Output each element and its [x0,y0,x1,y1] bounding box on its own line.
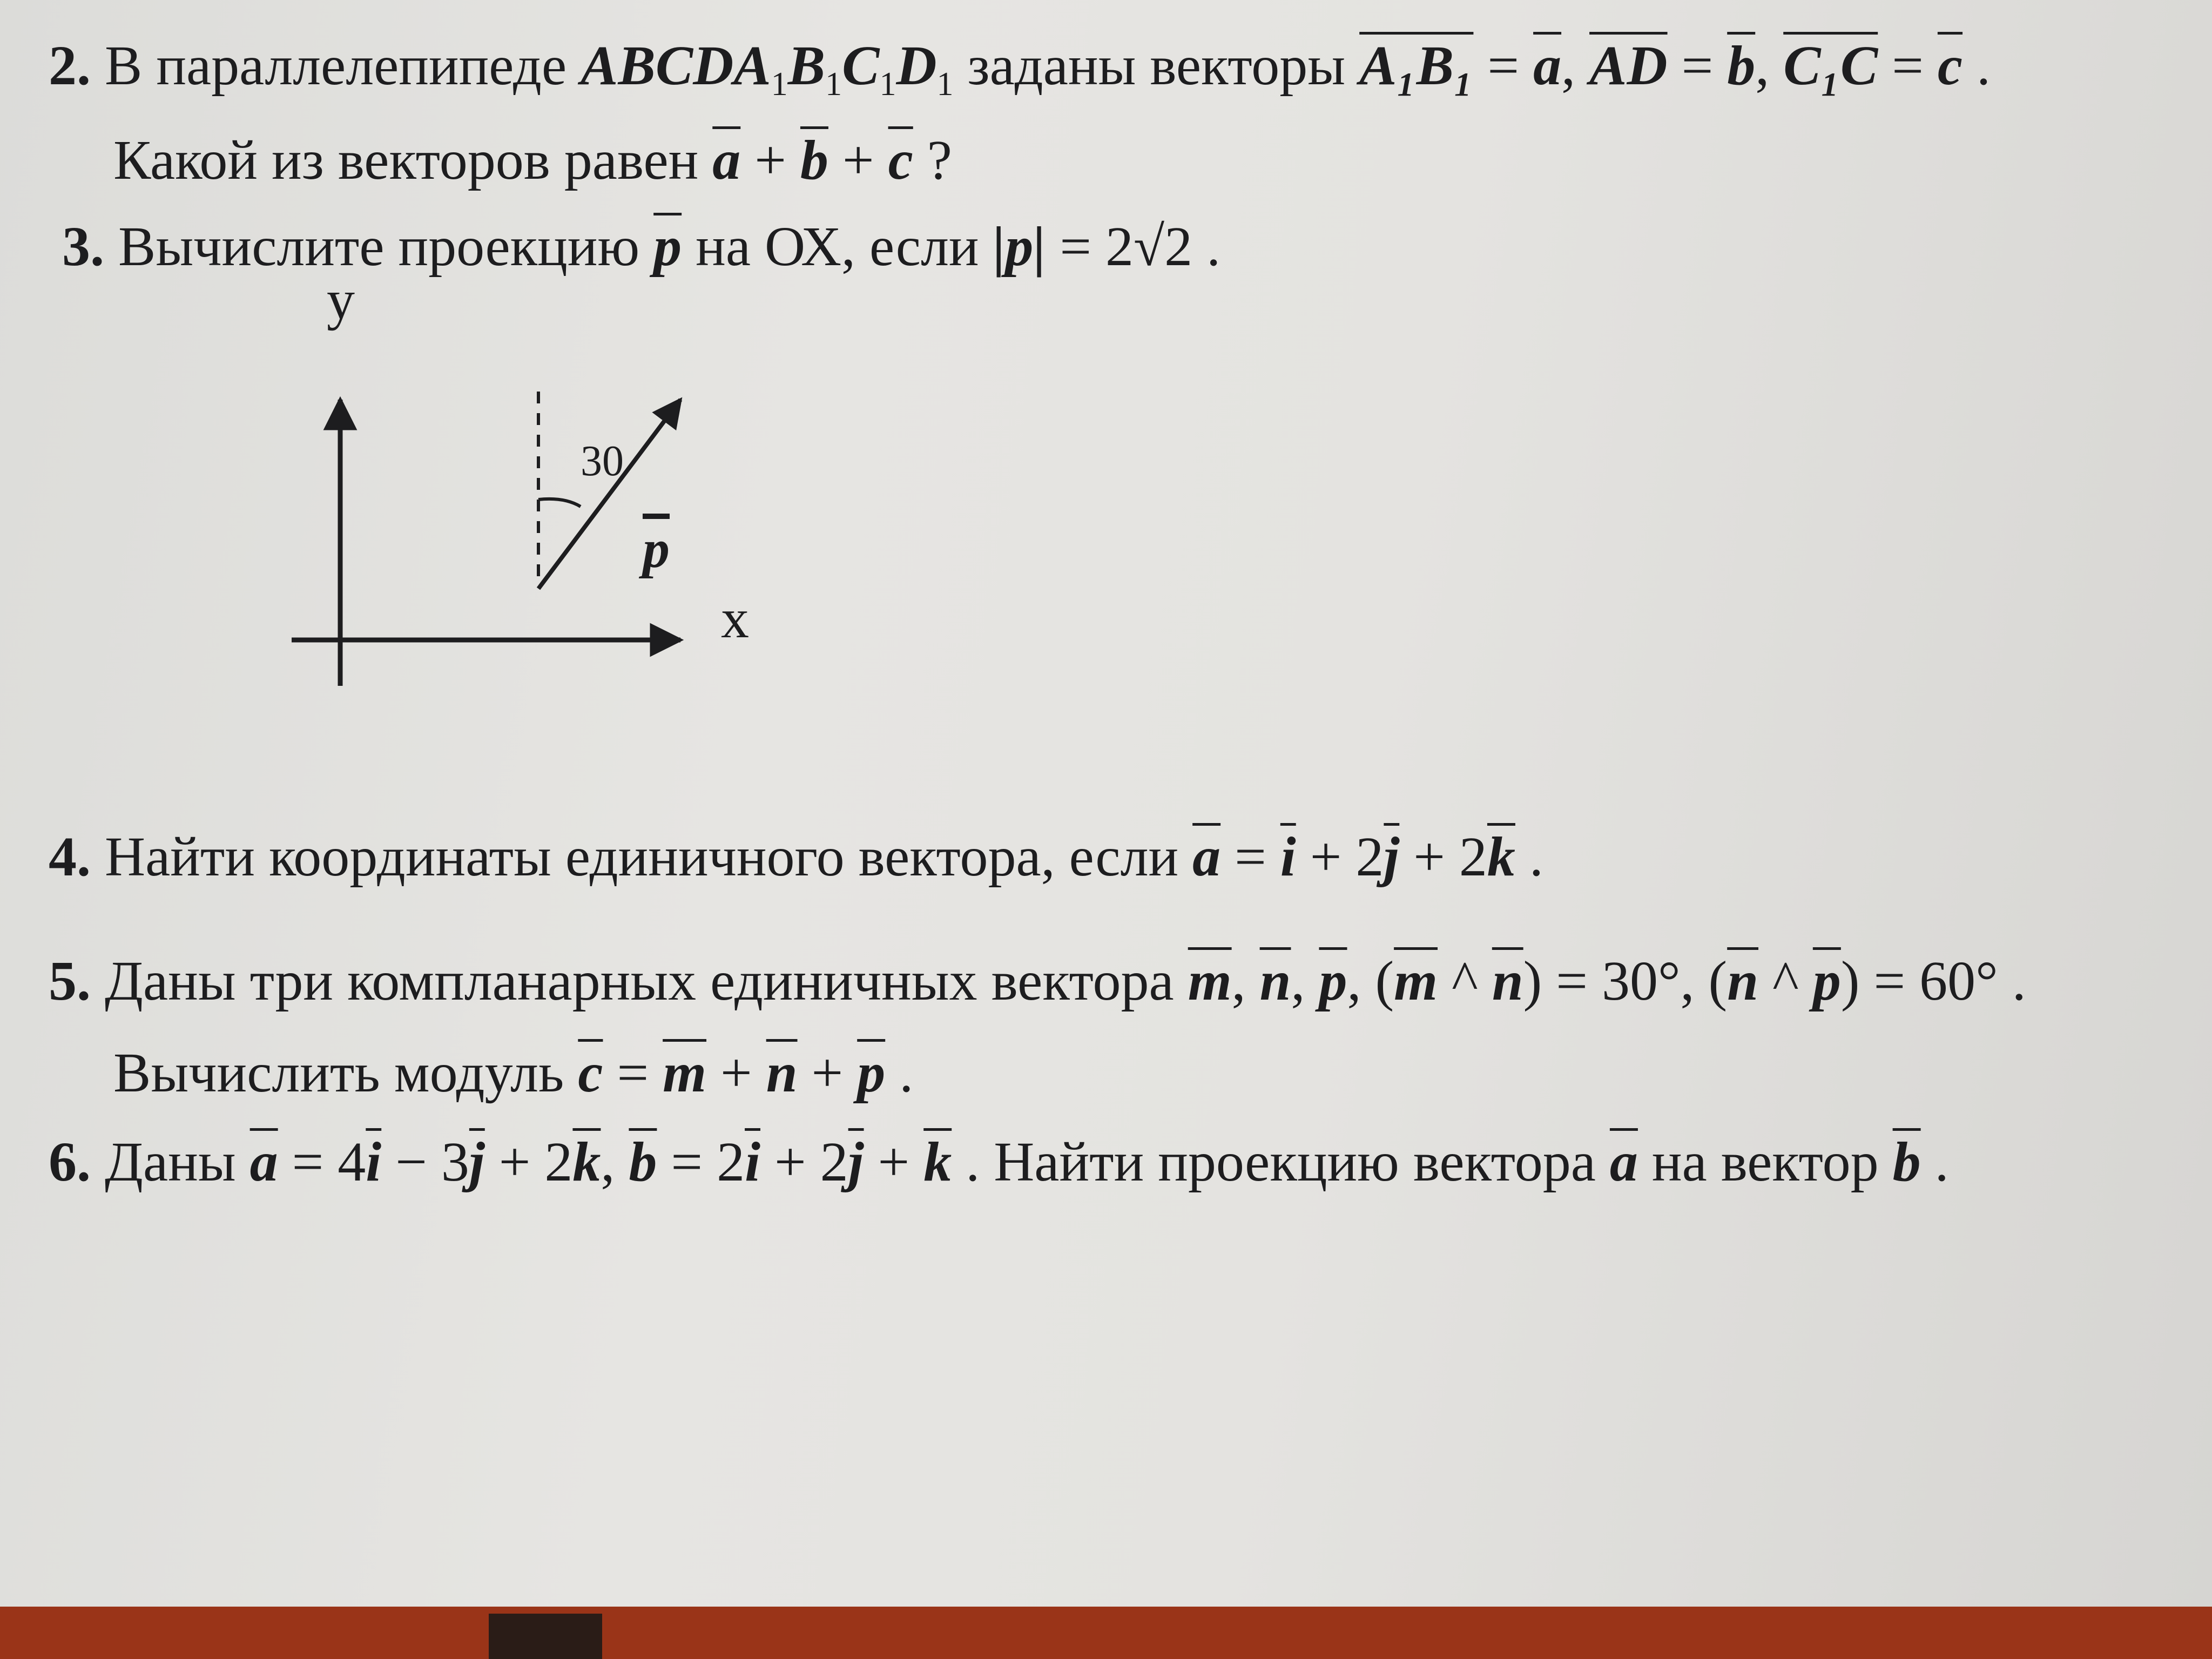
vector-c: $\overline{c}$ [1937,35,1963,97]
unit-k: $\overline{k}$ [1487,826,1515,888]
vector-c: $\overline{c}$ [578,1042,603,1104]
vector-b: $\overline{b}$ [1727,35,1756,97]
comma: , [1231,950,1260,1012]
vector-p: $\overline{p}$ [1812,950,1841,1012]
minus-coefficient: − 3 [381,1131,469,1193]
vector-diagram [270,270,783,705]
unit-j: $\overline{j}$ [1384,826,1400,888]
problem-6-text-2: . Найти проекцию вектора [952,1131,1610,1193]
vector-a: $\overline{a}$ [1192,826,1221,888]
problem-2-text-mid: заданы векторы [967,35,1360,97]
separator: , [1561,35,1590,97]
problem-5-line-1 [49,950,2026,1012]
problem-6-number: 6. [49,1131,91,1193]
period: . [1963,35,1991,97]
vector-a: $\overline{a}$ [249,1131,278,1193]
equals: = [1220,826,1280,888]
problem-4 [49,826,1543,888]
problem-6-text-3: на вектор [1637,1131,1893,1193]
subscript: 1 [936,66,954,103]
problem-6 [49,1131,1949,1193]
vector-a: $\overline{a}$ [1609,1131,1638,1193]
vector-p: $\overline{p}$ [653,215,682,278]
vector-a: $\overline{a}$ [1533,35,1562,97]
plus: + [797,1042,858,1104]
problem-3-number: 3. [62,215,104,278]
vector-b: $\overline{b}$ [800,129,828,191]
vector-label: p [643,519,670,579]
problem-3 [62,215,1221,278]
problem-5-line-2 [113,1042,914,1104]
problem-2-line-2 [113,129,952,191]
angle-symbol: ^ [1438,950,1492,1012]
problem-3-text-2: на ОХ, если [682,215,993,278]
angle-value: ) = 30°, ( [1523,950,1728,1012]
plus-coefficient: + 2 [1296,826,1384,888]
unit-j: $\overline{j}$ [469,1131,485,1193]
problem-3-text: Вычислите проекцию [104,215,654,278]
plus: + [828,129,888,191]
y-axis-label: у [327,270,355,331]
vector-n: $\overline{n}$ [1492,950,1523,1012]
vector-b: $\overline{b}$ [629,1131,657,1193]
unit-k: $\overline{k}$ [923,1131,952,1193]
dark-object [489,1614,602,1659]
abs-p: |p| [993,215,1046,278]
figure-name-d: D [896,35,937,97]
vector-b: $\overline{b}$ [1892,1131,1921,1193]
equals: = [603,1042,663,1104]
question-mark: ? [913,129,952,191]
angle-open: , ( [1347,950,1394,1012]
diagram-svg [270,270,783,702]
vector-m: $\overline{m}$ [663,1042,707,1104]
problem-2-text: В параллелепипеде [105,35,581,97]
vector-n: $\overline{n}$ [1727,950,1759,1012]
period: . [1515,826,1543,888]
problem-5-number: 5. [49,950,91,1012]
problem-2-number: 2. [49,35,91,97]
separator: , [1755,35,1784,97]
vector-p: $\overline{p}$ [857,1042,886,1104]
figure-name-c: C [842,35,880,97]
equals: = [1667,35,1728,97]
equals-coefficient: = 2 [657,1131,745,1193]
plus-coefficient: + 2 [484,1131,573,1193]
vector-m: $\overline{m}$ [1188,950,1232,1012]
angle-arc [538,499,581,507]
plus: + [864,1131,924,1193]
unit-j: $\overline{j}$ [848,1131,864,1193]
plus: + [740,129,800,191]
vector-m: $\overline{m}$ [1394,950,1438,1012]
problem-5-text: Даны три компланарных единичных вектора [91,950,1188,1012]
angle-value: ) = 60° . [1840,950,2026,1012]
unit-i: $\overline{i}$ [1280,826,1296,888]
vector-n: $\overline{n}$ [1259,950,1291,1012]
plus-coefficient: + 2 [1399,826,1487,888]
figure-name: ABCDA [581,35,771,97]
problem-6-text: Даны [91,1131,250,1193]
subscript: 1 [879,66,896,103]
problem-5-line-2-text: Вычислить модуль [113,1042,578,1104]
problem-2-line-1 [49,35,1991,103]
plus-coefficient: + 2 [760,1131,848,1193]
problem-4-number: 4. [49,826,91,888]
problem-4-text: Найти координаты единичного вектора, если [91,826,1193,888]
angle-symbol: ^ [1758,950,1813,1012]
comma: , [1291,950,1319,1012]
vector-c1c: C₁C [1783,35,1878,97]
unit-i: $\overline{i}$ [745,1131,760,1193]
period: . [1920,1131,1949,1193]
vector-ad: $\overline{AD}$ [1589,35,1668,97]
value: = 2√2 . [1046,215,1221,278]
unit-i: $\overline{i}$ [366,1131,382,1193]
vector-a: $\overline{a}$ [712,129,741,191]
subscript: 1 [771,66,788,103]
equals-coefficient: = 4 [278,1131,366,1193]
figure-name-b: B [787,35,826,97]
equals: = [1473,35,1534,97]
x-axis-label: x [721,588,749,650]
table-surface [0,1607,2212,1659]
vector-n: $\overline{n}$ [766,1042,798,1104]
subscript: 1 [825,66,842,103]
equals: = [1878,35,1938,97]
comma: , [601,1131,629,1193]
problem-2-question-text: Какой из векторов равен [113,129,713,191]
period: . [885,1042,914,1104]
vector-c: $\overline{c}$ [888,129,913,191]
angle-label: 30 [581,437,624,485]
unit-k: $\overline{k}$ [572,1131,601,1193]
vector-a1b1: A₁B₁ [1359,35,1474,97]
plus: + [706,1042,766,1104]
vector-p: $\overline{p}$ [1319,950,1347,1012]
